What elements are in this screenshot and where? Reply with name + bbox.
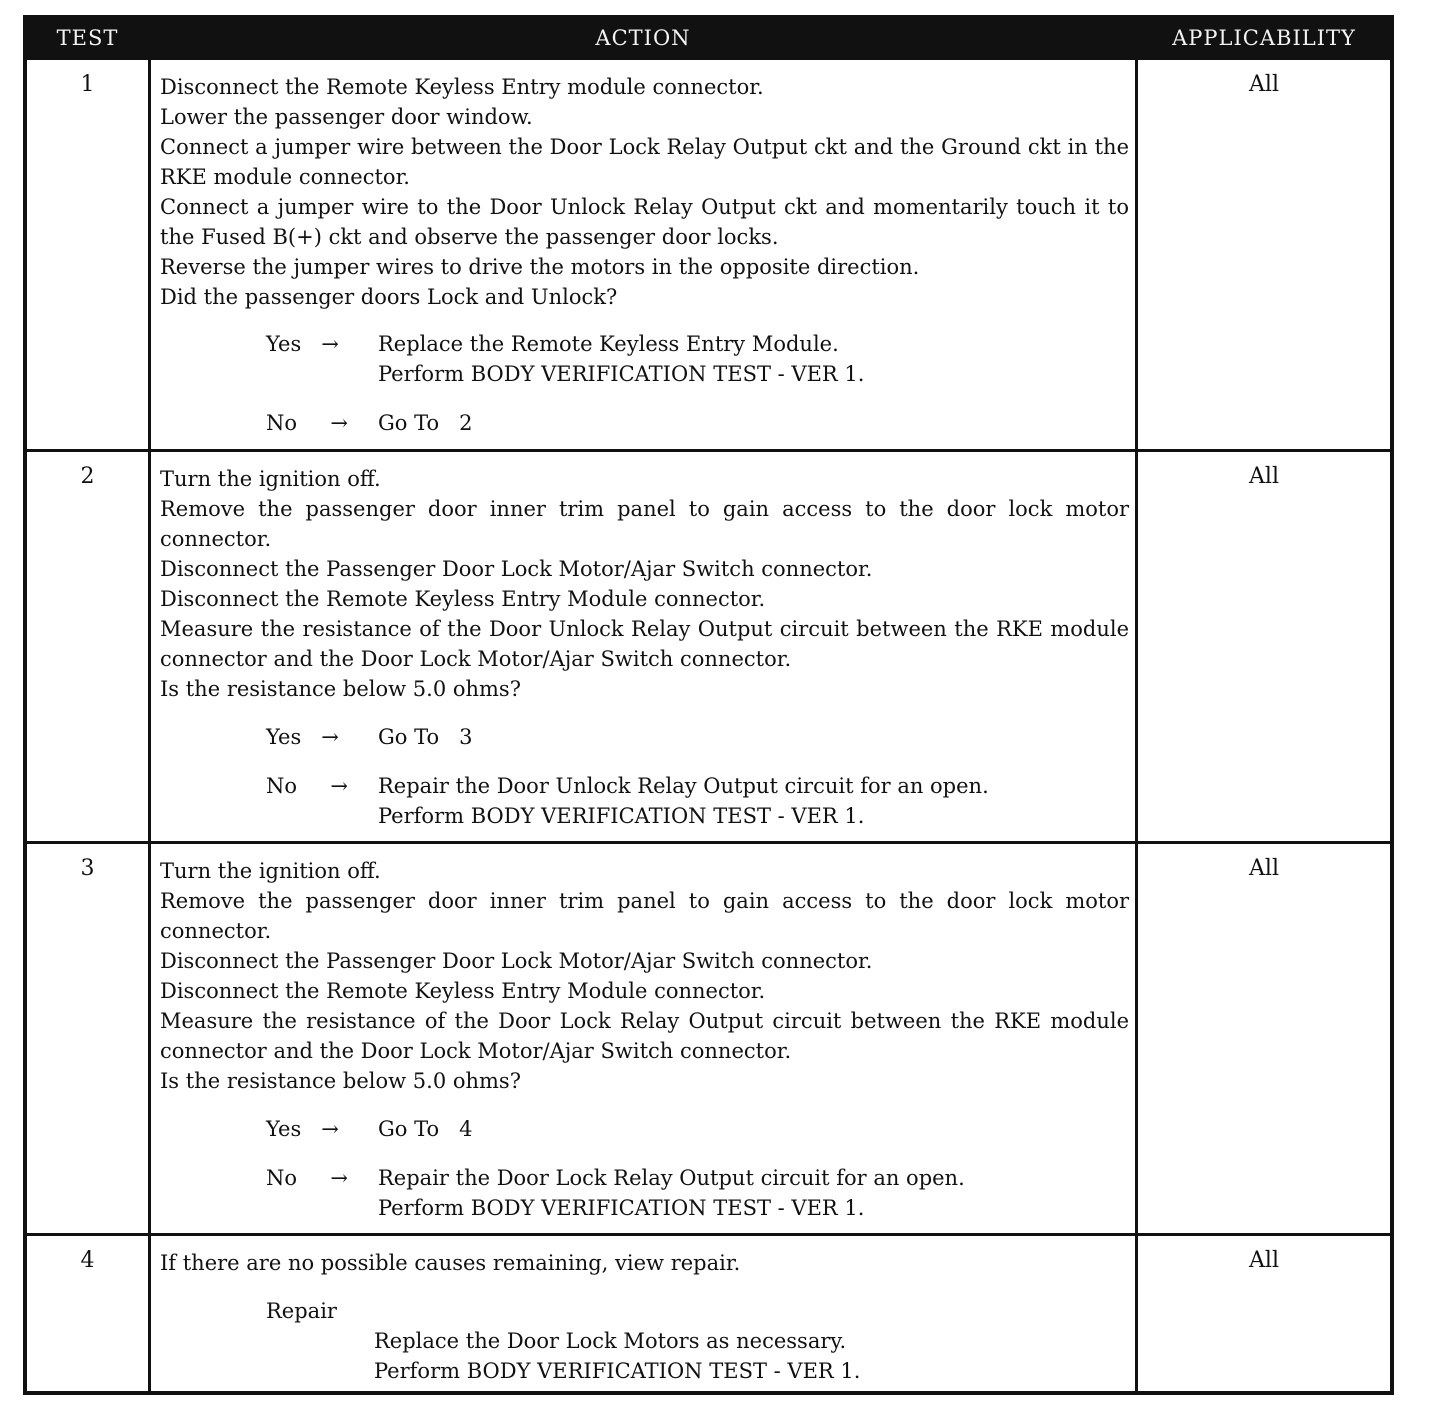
arrow-icon: →	[330, 411, 349, 435]
action-step: Disconnect the Remote Keyless Entry module connector.	[160, 75, 764, 99]
no-outcome-label: No →	[266, 1166, 349, 1190]
test-number: 2	[27, 449, 148, 841]
repair-label: Repair	[266, 1299, 337, 1323]
no-outcome-text: Repair the Door Lock Relay Output circuit for an open.	[378, 1166, 965, 1190]
action-step: Connect a jumper wire between the Door Lock Relay Output ckt and the Ground ckt in the RKE module connector.	[160, 135, 1129, 189]
action-step: Lower the passenger door window.	[160, 105, 533, 129]
yes-outcome-label: Yes →	[266, 332, 339, 356]
yes-outcome-label: Yes →	[266, 1117, 339, 1141]
action-step: Disconnect the Remote Keyless Entry Module connector.	[160, 979, 766, 1003]
arrow-icon: →	[330, 774, 349, 798]
applicability-value: All	[1138, 841, 1390, 1233]
no-outcome-text: Repair the Door Unlock Relay Output circuit for an open.	[378, 774, 989, 798]
header-test: TEST	[27, 19, 148, 57]
arrow-icon: →	[321, 1117, 339, 1141]
action-step: Did the passenger doors Lock and Unlock?	[160, 285, 618, 309]
yes-outcome-text: Go To 4	[378, 1117, 473, 1141]
action-step: Disconnect the Passenger Door Lock Motor/Ajar Switch connector.	[160, 557, 873, 581]
no-outcome-text: Perform BODY VERIFICATION TEST - VER 1.	[378, 1196, 865, 1220]
action-cell	[148, 1233, 1138, 1391]
action-step: Disconnect the Passenger Door Lock Motor/Ajar Switch connector.	[160, 949, 873, 973]
test-number: 3	[27, 841, 148, 1233]
no-outcome-label: No →	[266, 774, 349, 798]
action-cell	[148, 841, 1138, 1233]
action-step: Turn the ignition off.	[160, 859, 381, 883]
action-step: Disconnect the Remote Keyless Entry Module connector.	[160, 587, 766, 611]
action-step: Measure the resistance of the Door Unlock Relay Output circuit between the RKE module connector and the Door Lock Motor/Ajar Switch connector.	[160, 617, 1129, 671]
test-number: 4	[27, 1233, 148, 1391]
action-step: Turn the ignition off.	[160, 467, 381, 491]
action-cell	[148, 57, 1138, 449]
no-outcome-label: No →	[266, 411, 349, 435]
repair-text: Perform BODY VERIFICATION TEST - VER 1.	[374, 1359, 861, 1383]
yes-outcome-text: Perform BODY VERIFICATION TEST - VER 1.	[378, 362, 865, 386]
yes-outcome-label: Yes →	[266, 725, 339, 749]
yes-outcome-text: Replace the Remote Keyless Entry Module.	[378, 332, 839, 356]
no-outcome-text: Perform BODY VERIFICATION TEST - VER 1.	[378, 804, 865, 828]
applicability-value: All	[1138, 57, 1390, 449]
yes-outcome-text: Go To 3	[378, 725, 473, 749]
no-outcome-text: Go To 2	[378, 411, 473, 435]
action-step: Reverse the jumper wires to drive the motors in the opposite direction.	[160, 255, 920, 279]
arrow-icon: →	[321, 725, 339, 749]
test-number: 1	[27, 57, 148, 449]
repair-text: Replace the Door Lock Motors as necessary.	[374, 1329, 847, 1353]
applicability-value: All	[1138, 1233, 1390, 1391]
action-step: If there are no possible causes remaining, view repair.	[160, 1251, 741, 1275]
header-action: ACTION	[148, 19, 1138, 57]
action-step: Remove the passenger door inner trim panel to gain access to the door lock motor connector.	[160, 889, 1129, 943]
arrow-icon: →	[321, 332, 339, 356]
action-step: Remove the passenger door inner trim panel to gain access to the door lock motor connector.	[160, 497, 1129, 551]
action-step: Connect a jumper wire to the Door Unlock Relay Output ckt and momentarily touch it to the Fused B(+) ckt and observe the passenger door locks.	[160, 195, 1129, 249]
applicability-value: All	[1138, 449, 1390, 841]
diagnostic-test-table	[23, 15, 1394, 1395]
action-step: Is the resistance below 5.0 ohms?	[160, 1069, 521, 1093]
action-step: Is the resistance below 5.0 ohms?	[160, 677, 521, 701]
action-cell	[148, 449, 1138, 841]
action-step: Measure the resistance of the Door Lock Relay Output circuit between the RKE module connector and the Door Lock Motor/Ajar Switch connector.	[160, 1009, 1129, 1063]
arrow-icon: →	[330, 1166, 349, 1190]
header-applicability: APPLICABILITY	[1138, 19, 1390, 57]
